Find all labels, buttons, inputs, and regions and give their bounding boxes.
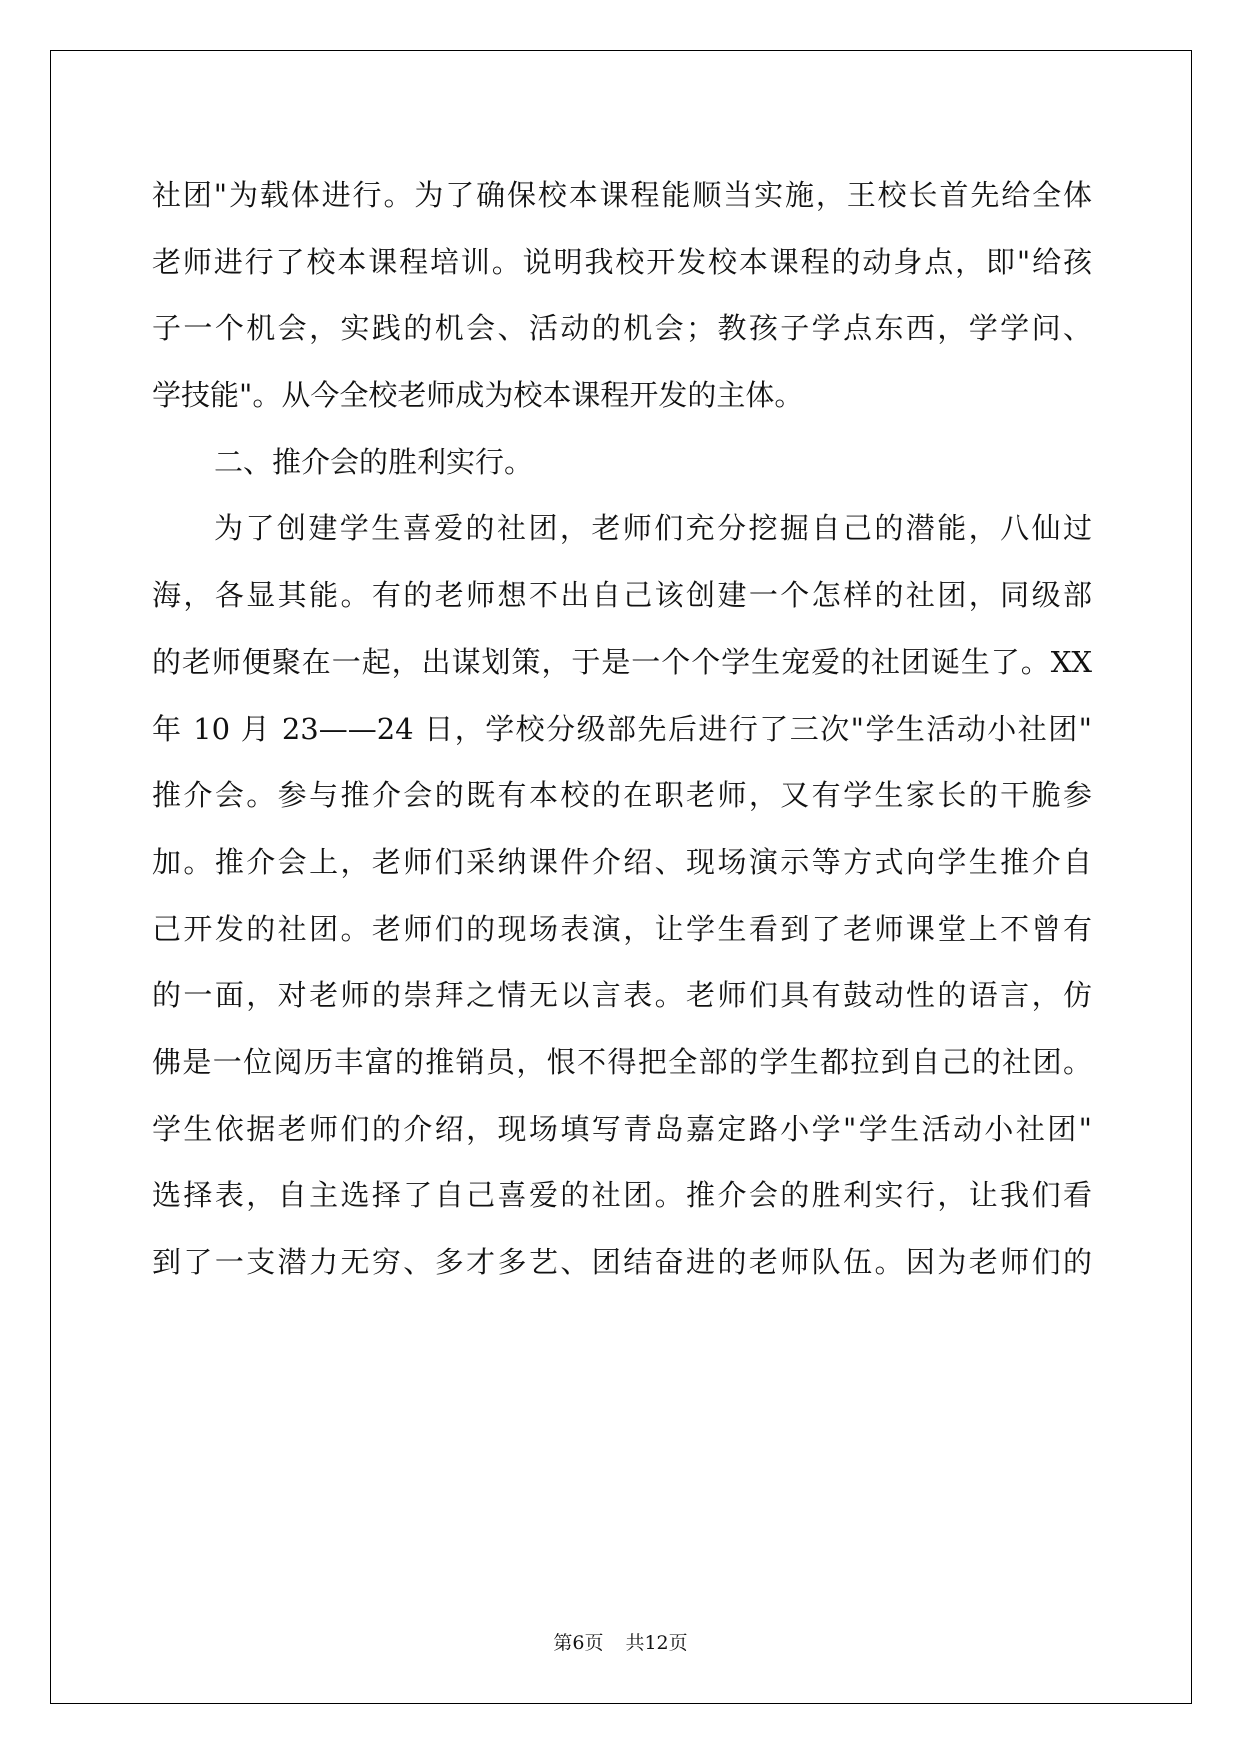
- text-line: 选择表，自主选择了自己喜爱的社团。推介会的胜利实行，让我们看: [152, 1178, 1092, 1213]
- text-line: 己开发的社团。老师们的现场表演，让学生看到了老师课堂上不曾有: [152, 911, 1092, 946]
- page-total: 共12页: [625, 1632, 688, 1654]
- text-line: 子一个机会，实践的机会、活动的机会；教孩子学点东西，学学问、: [152, 311, 1092, 346]
- section-heading: 二、推介会的胜利实行。: [214, 444, 534, 479]
- text-line: 社团"为载体进行。为了确保校本课程能顺当实施，王校长首先给全体: [152, 178, 1092, 212]
- text-line: 到了一支潜力无穷、多才多艺、团结奋进的老师队伍。因为老师们的: [152, 1245, 1092, 1279]
- text-line: 的老师便聚在一起，出谋划策，于是一个个学生宠爱的社团诞生了。XX: [152, 644, 1092, 679]
- text-line: 为了创建学生喜爱的社团，老师们充分挖掘自己的潜能，八仙过: [214, 511, 1092, 546]
- text-line: 学技能"。从今全校老师成为校本课程开发的主体。: [152, 378, 804, 413]
- text-line: 老师进行了校本课程培训。说明我校开发校本课程的动身点，即"给孩: [152, 244, 1092, 279]
- document-body: [152, 162, 1092, 1296]
- text-line: 海，各显其能。有的老师想不出自己该创建一个怎样的社团，同级部: [152, 578, 1092, 613]
- text-line: 佛是一位阅历丰富的推销员，恨不得把全部的学生都拉到自己的社团。: [152, 1044, 1092, 1079]
- text-line: 推介会。参与推介会的既有本校的在职老师，又有学生家长的干脆参: [152, 778, 1092, 813]
- page-footer: [0, 1628, 1241, 1655]
- page-number: 第6页: [553, 1632, 604, 1654]
- text-line: 年 10 月 23——24 日，学校分级部先后进行了三次"学生活动小社团": [152, 711, 1092, 746]
- text-line: 加。推介会上，老师们采纳课件介绍、现场演示等方式向学生推介自: [152, 844, 1092, 879]
- text-line: 的一面，对老师的崇拜之情无以言表。老师们具有鼓动性的语言，仿: [152, 978, 1092, 1013]
- text-line: 学生依据老师们的介绍，现场填写青岛嘉定路小学"学生活动小社团": [152, 1111, 1092, 1146]
